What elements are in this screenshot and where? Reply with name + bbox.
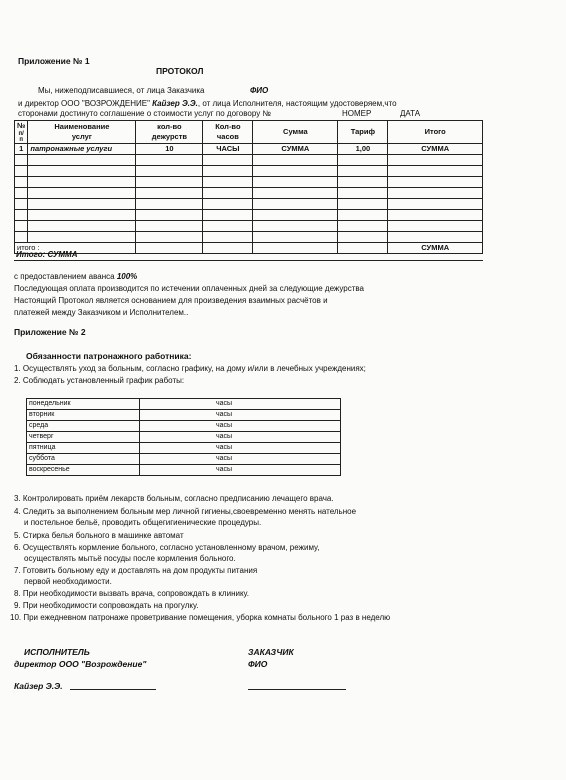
protocol-table bbox=[14, 120, 483, 254]
table-row bbox=[27, 443, 341, 454]
table-row bbox=[27, 465, 341, 476]
table-row bbox=[27, 454, 341, 465]
schedule-table bbox=[26, 398, 341, 476]
table-row bbox=[27, 399, 341, 410]
duty-item-1: 1. Осуществлять уход за больным, согласно графику, на дому и/или в лечебных учреждениях; bbox=[14, 364, 366, 373]
table-row bbox=[27, 410, 341, 421]
duty-item-3: 3. Контролировать приём лекарств больным, согласно предписанию лечащего врача. bbox=[14, 494, 334, 503]
duty-item-7b: первой необходимости. bbox=[24, 577, 112, 586]
schedule-day: понедельник bbox=[27, 399, 140, 410]
customer-fio-sign: ФИО bbox=[248, 659, 268, 669]
protocol-title: ПРОТОКОЛ bbox=[156, 66, 204, 76]
schedule-unit: часы bbox=[140, 421, 341, 432]
appendix2-title: Приложение № 2 bbox=[14, 327, 86, 337]
executor-title: ИСПОЛНИТЕЛЬ bbox=[24, 647, 90, 657]
schedule-unit: часы bbox=[140, 399, 341, 410]
schedule-unit: часы bbox=[140, 454, 341, 465]
col-hours-header: Кол-во часов bbox=[203, 121, 253, 144]
contract-date: ДАТА bbox=[400, 109, 421, 118]
row-total: СУММА bbox=[388, 144, 483, 155]
table-row bbox=[15, 177, 483, 188]
table-row bbox=[15, 199, 483, 210]
row-service: патронажные услуги bbox=[28, 144, 136, 155]
schedule-unit: часы bbox=[140, 465, 341, 476]
contract-number: НОМЕР bbox=[342, 109, 372, 118]
row-number: 1 bbox=[15, 144, 28, 155]
row-rate: 1,00 bbox=[338, 144, 388, 155]
executor-name: Кайзер Э.Э. bbox=[14, 681, 63, 691]
itogo-line: Итого: СУММА bbox=[16, 250, 78, 259]
intro-line1: Мы, нижеподписавшиеся, от лица Заказчика bbox=[38, 86, 205, 95]
duty-item-6b: осуществлять мытьё посуды после кормления больного. bbox=[24, 554, 236, 563]
col-total-header: Итого bbox=[388, 121, 483, 144]
duty-item-9: 9. При необходимости сопровождать на прогулку. bbox=[14, 601, 199, 610]
terms-line3: Настоящий Протокол является основанием для произведения взаимных расчётов и bbox=[14, 296, 328, 305]
customer-title: ЗАКАЗЧИК bbox=[248, 647, 294, 657]
schedule-unit: часы bbox=[140, 443, 341, 454]
schedule-day: пятница bbox=[27, 443, 140, 454]
terms-line4: платежей между Заказчиком и Исполнителем.. bbox=[14, 308, 189, 317]
schedule-day: вторник bbox=[27, 410, 140, 421]
duty-item-8: 8. При необходимости вызвать врача, сопровождать в клинику. bbox=[14, 589, 249, 598]
col-rate-header: Тариф bbox=[338, 121, 388, 144]
customer-fio: ФИО bbox=[250, 86, 269, 95]
col-sum-header: Сумма bbox=[253, 121, 338, 144]
table-row bbox=[15, 155, 483, 166]
intro-line2-b: , от лица Исполнителя, настоящим удостоверяем,что bbox=[197, 99, 397, 108]
duty-item-10: 10. При ежедневном патронаже проветривание помещения, уборка комнаты больного 1 раз в неделю bbox=[10, 613, 391, 622]
table-row bbox=[27, 432, 341, 443]
schedule-day: суббота bbox=[27, 454, 140, 465]
total-label: итого : bbox=[15, 243, 136, 254]
executor-role: директор ООО "Возрождение" bbox=[14, 659, 147, 669]
table-row bbox=[15, 210, 483, 221]
total-row bbox=[15, 243, 483, 254]
intro-line2 bbox=[18, 99, 397, 108]
col-service-header: Наименование услуг bbox=[28, 121, 136, 144]
duty-item-5: 5. Стирка белья больного в машинке автомат bbox=[14, 531, 184, 540]
advance-value: 100% bbox=[116, 272, 138, 281]
table-row bbox=[15, 188, 483, 199]
duty-item-4a: 4. Следить за выполнением больным мер личной гигиены,своевременно менять нательное bbox=[14, 507, 357, 516]
duty-item-4b: и постельное бельё, проводить общегигиенические процедуры. bbox=[24, 518, 262, 527]
table-row bbox=[15, 166, 483, 177]
advance-text: с предоставлением аванса bbox=[14, 272, 115, 281]
schedule-day: воскресенье bbox=[27, 465, 140, 476]
col-shifts-header: кол-во дежурств bbox=[136, 121, 203, 144]
duty-item-7a: 7. Готовить больному еду и доставлять на дом продукты питания bbox=[14, 566, 258, 575]
schedule-unit: часы bbox=[140, 410, 341, 421]
duty-item-6a: 6. Осуществлять кормление больного, согласно установленному врачом, режиму, bbox=[14, 543, 320, 552]
advance-line bbox=[14, 272, 137, 281]
row-hours: ЧАСЫ bbox=[203, 144, 253, 155]
table-row bbox=[27, 421, 341, 432]
customer-signature-line bbox=[248, 689, 346, 690]
executor-signature-line bbox=[70, 689, 156, 690]
intro-line2-a: и директор ООО "ВОЗРОЖДЕНИЕ" bbox=[18, 99, 150, 108]
schedule-day: среда bbox=[27, 421, 140, 432]
divider bbox=[14, 260, 483, 261]
intro-line3: сторонами достинуто соглашение о стоимости услуг по договору № bbox=[18, 109, 271, 118]
row-sum: СУММА bbox=[253, 144, 338, 155]
table-row bbox=[15, 221, 483, 232]
table-row bbox=[15, 232, 483, 243]
table-row bbox=[15, 144, 483, 155]
schedule-day: четверг bbox=[27, 432, 140, 443]
duty-item-2: 2. Соблюдать установленный график работы: bbox=[14, 376, 185, 385]
schedule-unit: часы bbox=[140, 432, 341, 443]
appendix1-title: Приложение № 1 bbox=[18, 56, 90, 66]
row-shifts: 10 bbox=[136, 144, 203, 155]
duties-title: Обязанности патронажного работника: bbox=[26, 351, 192, 361]
executor-name-inline: Кайзер Э.Э. bbox=[152, 99, 198, 108]
total-value: СУММА bbox=[388, 243, 483, 254]
protocol-table-header bbox=[15, 121, 483, 144]
terms-line2: Последующая оплата производится по истечении оплаченных дней за следующие дежурства bbox=[14, 284, 365, 293]
col-number-header: № п/п bbox=[15, 121, 28, 144]
